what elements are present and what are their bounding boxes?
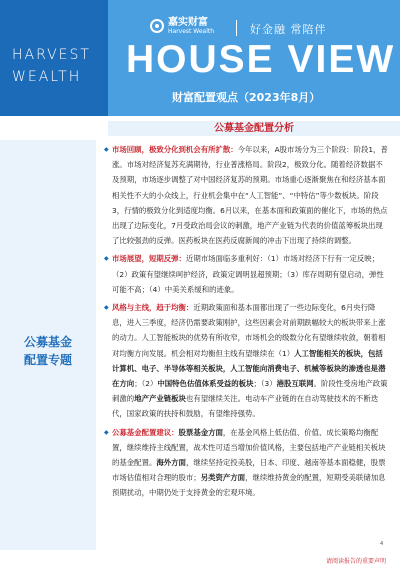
- brand-box: [0, 0, 108, 116]
- sidebar-title-line-1: 公募基金: [23, 335, 72, 349]
- brand-line-1: HARVEST: [12, 47, 91, 63]
- logo-divider: [236, 20, 237, 36]
- highlight-text: 另类资产方面: [200, 473, 246, 483]
- sidebar-title-line-2: 配置专题: [23, 353, 72, 367]
- logo: [150, 17, 214, 35]
- paragraph-text: ；（3）: [253, 379, 277, 389]
- paragraph-text: 今年以来，A股市场分为三个阶段：阶段1，普涨。市场对经济复苏充满期待，行业普涨格局。阶段2，极致分化。随着经济数据不及预期，市场逐步调整了对中国经济复苏的预期。市场重心逐渐聚焦在和经济基本面相关性不大的小众线上，行业机会集中在“人工智能”、“中特估”等少数板块。阶段3，行情的极致分化到适度均衡。6月以来，在基本面和政策面的催化下，市场的热点出现了边际变化，7月受政治局会议的刺激，地产产业链为代表的价值蓝筹板块出现了比较强劲的反弹。医药板块在医药反腐新闻的冲击下出现了持续的调整。: [112, 145, 388, 246]
- highlight-text: 人工智能相关的板块，包括计算机、电子、半导体等相关板块，人工智能向消费电子、机械等板块的渗透也是潜在方向: [112, 348, 386, 389]
- page-number: 4: [380, 541, 384, 547]
- paragraph-style-theme: [104, 300, 390, 422]
- disclaimer-link[interactable]: 请阅读报告的重要声明: [326, 558, 387, 565]
- paragraph-heading: 风格与主线，趋于均衡：: [112, 303, 194, 313]
- paragraph-text: ，继续坚持定投美股，日本、印度、越南等基本面稳健，股票市场估值相对合理的股市；: [112, 458, 386, 483]
- article-body: [104, 142, 390, 504]
- highlight-text: 港股互联网: [276, 379, 314, 389]
- report-title: HOUSE VIEW: [126, 38, 396, 81]
- brand-line-2: WEALTH: [12, 69, 82, 85]
- header-banner: [0, 0, 400, 116]
- logo-en: Harvest Wealth: [168, 28, 215, 35]
- paragraph-text: 近期政策面和基本面都出现了一些边际变化，6月央行降息，进入三季度，经济仍需要政策刚护，这些因素会对前期跌幅较大的板块带来上涨的动力。人工智能板块的优势有所收窄，市场机会的级数分化有望继续收敛，朝着相对均衡方向发展。机会相对均衡但主线有望继续在（1）: [112, 303, 386, 358]
- paragraph-text: 也有望继续关注。电动车产业链的在自动驾驶技术的不断迭代，国家政策的扶持和鼓励，有望维持强势。: [112, 394, 379, 419]
- logo-cn: 嘉实财富: [168, 17, 208, 28]
- paragraph-market-outlook: [104, 251, 390, 297]
- highlight-text: 股票基金方面: [178, 427, 223, 437]
- report-subtitle: 财富配置观点（2023年8月）: [172, 91, 321, 104]
- paragraph-text: ，在基金风格上低估值、价值、成长策略均衡配置，继续维持主线配置，战术性可适当增加价值风格，主要包括地产产业链相关板块的基金配置。: [112, 427, 386, 468]
- slogan: 好金融 常陪伴: [250, 23, 327, 36]
- paragraph-fund-advice: [104, 425, 390, 501]
- paragraph-text: ，继续维持黄金的配置，短期受美联储加息预期扰动，中期仍处于支持黄金的宏观环境。: [112, 473, 386, 498]
- paragraph-text: ；（2）: [134, 379, 158, 389]
- paragraph-heading: 公募基金配置建议：: [112, 427, 179, 437]
- highlight-text: 海外方面: [156, 458, 186, 468]
- highlight-text: 地产产业链板块: [134, 394, 186, 404]
- section-title: 公募基金配置分析: [214, 123, 294, 134]
- paragraph-heading: 市场展望，短期反弹：: [112, 254, 186, 264]
- sidebar-title: [0, 333, 96, 369]
- paragraph-text: 。阶段性受房地产政策刺激的: [112, 379, 388, 404]
- highlight-text: 中国特色估值体系受益的板块: [157, 379, 254, 389]
- paragraph-text: 近期市场面临多重利好：（1）市场对经济下行有一定反映；（2）政策有望继续呵护经济，政策定调明显超预期；（3）库存周期有望启动，弹性可能不高；（4）中美关系缓和的迹象。: [112, 254, 384, 294]
- paragraph-market-review: [104, 142, 390, 248]
- brand-text: [12, 44, 91, 88]
- paragraph-heading: 市场回顾，极致分化到机会有所扩散：: [112, 145, 238, 154]
- logo-icon: [150, 19, 164, 33]
